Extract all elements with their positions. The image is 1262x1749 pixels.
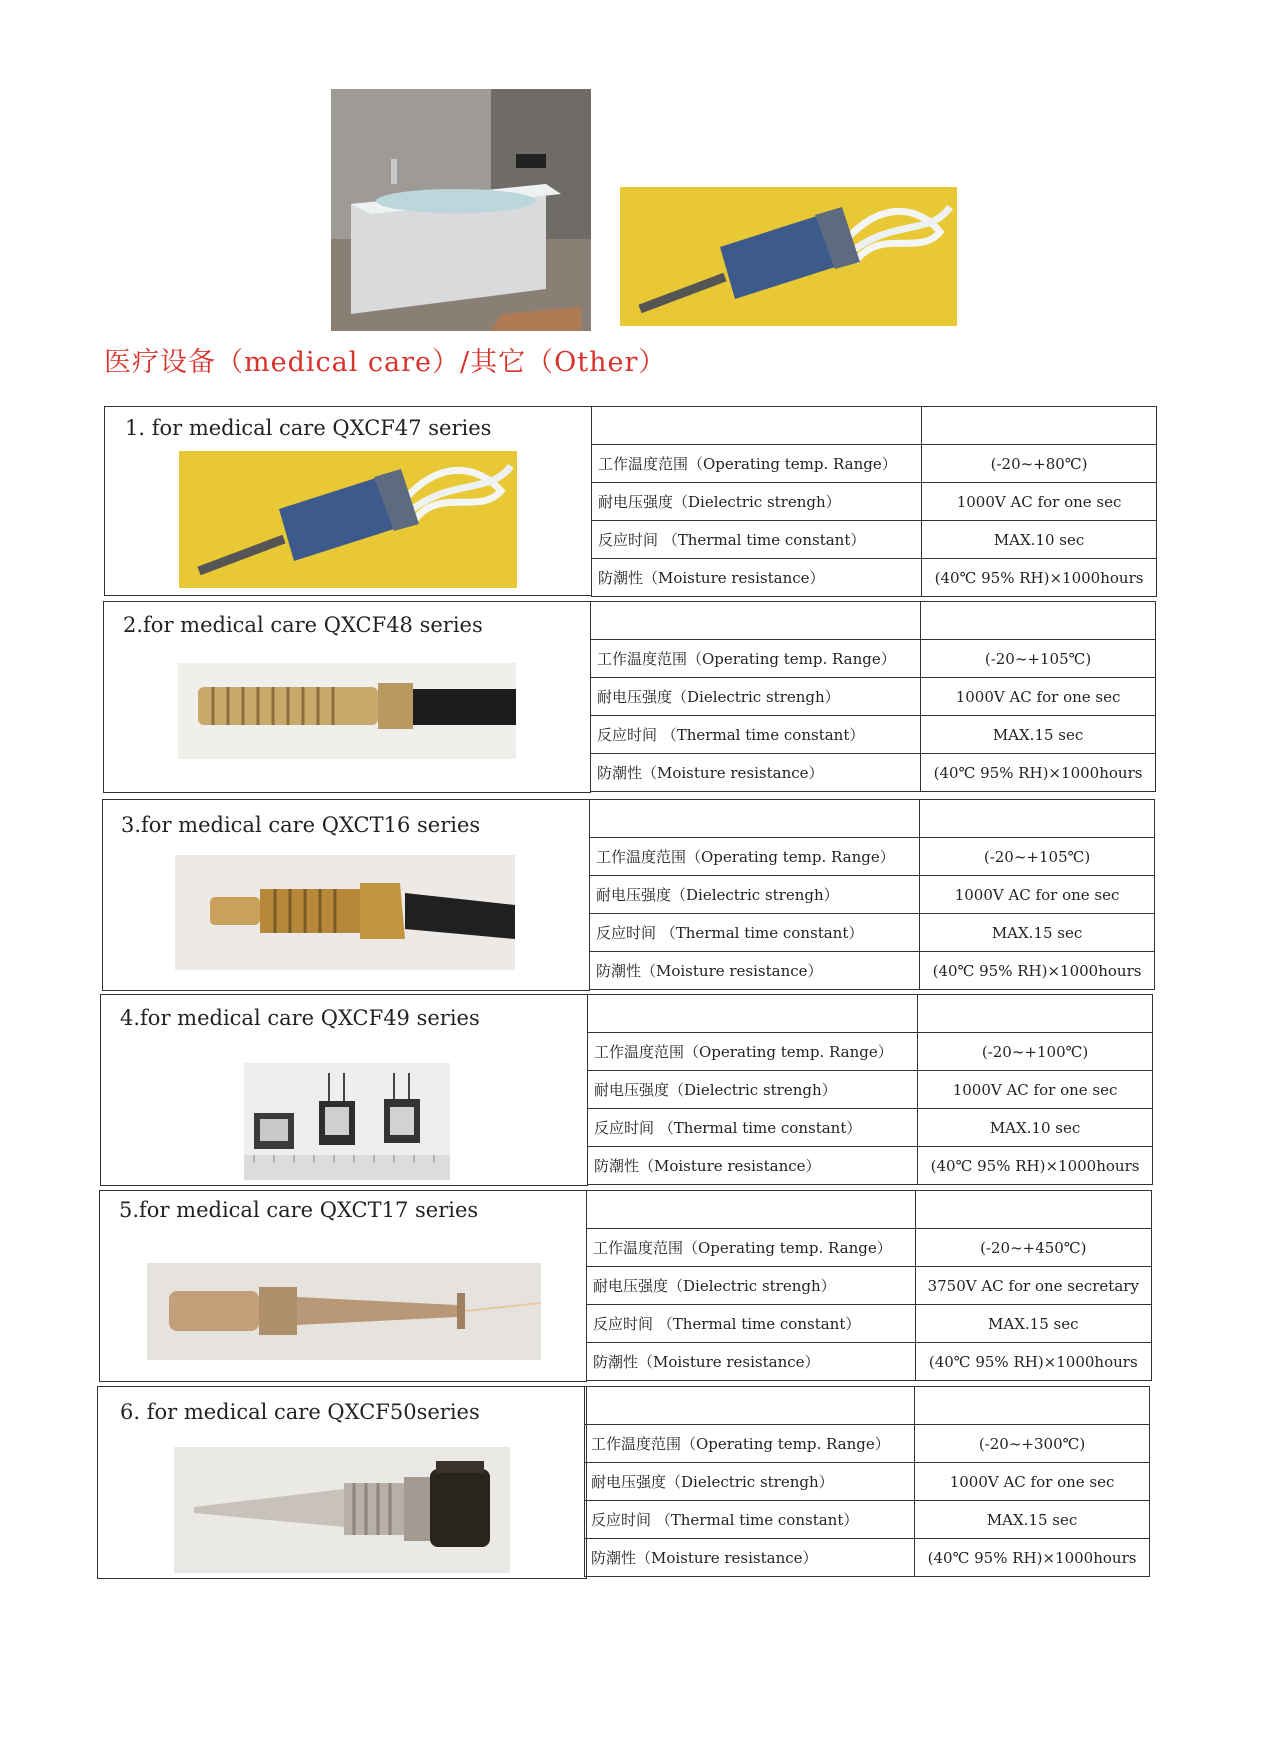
spec-label: 工作温度范围（Operating temp. Range） [590,838,920,876]
spec-value: MAX.15 sec [915,1305,1151,1343]
spec-value: (-20~+105℃) [921,640,1156,678]
spec-row [590,838,1155,876]
spec-label: 反应时间 （Thermal time constant） [587,1305,916,1343]
spec-value: 1000V AC for one sec [922,483,1157,521]
spec-row [590,876,1155,914]
spec-label: 反应时间 （Thermal time constant） [590,914,920,952]
spec-label: 防潮性（Moisture resistance） [588,1147,918,1185]
spec-label: 防潮性（Moisture resistance） [587,1343,916,1381]
product-image [175,855,515,970]
spec-label: 防潮性（Moisture resistance） [590,952,920,990]
spec-table-6 [584,1386,1150,1577]
product-block-6 [97,1386,587,1579]
section-heading: 医疗设备（medical care）/其它（Other） [104,347,667,378]
spec-header-row [585,1387,1150,1425]
spec-label: 反应时间 （Thermal time constant） [591,716,921,754]
spec-table-4 [587,994,1153,1185]
product-title: 3.for medical care QXCT16 series [121,813,481,837]
product-image [179,451,517,588]
spec-row [592,445,1157,483]
spec-row [590,952,1155,990]
spec-row [588,1147,1153,1185]
spec-row [591,640,1156,678]
spec-value: MAX.15 sec [921,716,1156,754]
spec-table-5 [586,1190,1152,1381]
spec-value: 1000V AC for one sec [918,1071,1153,1109]
product-block-3 [102,799,590,991]
spec-label: 反应时间 （Thermal time constant） [588,1109,918,1147]
spec-label: 工作温度范围（Operating temp. Range） [587,1229,916,1267]
spec-value: 1000V AC for one sec [920,876,1155,914]
spec-value: (-20~+105℃) [920,838,1155,876]
spec-value: (40℃ 95% RH)×1000hours [921,754,1156,792]
spec-label: 耐电压强度（Dielectric strengh） [592,483,922,521]
product-title: 4.for medical care QXCF49 series [120,1006,480,1030]
product-image [174,1447,510,1573]
product-block-1 [104,406,592,596]
spec-row [587,1267,1152,1305]
spec-value: 3750V AC for one secretary [915,1267,1151,1305]
product-image [178,663,516,759]
spec-header-row [587,1191,1152,1229]
spec-row [585,1501,1150,1539]
spec-label: 工作温度范围（Operating temp. Range） [588,1033,918,1071]
spec-value: (40℃ 95% RH)×1000hours [922,559,1157,597]
spec-header-row [588,995,1153,1033]
product-title: 2.for medical care QXCF48 series [123,613,483,637]
spec-label: 耐电压强度（Dielectric strengh） [591,678,921,716]
spec-value: (-20~+300℃) [915,1425,1150,1463]
spec-value: 1000V AC for one sec [915,1463,1150,1501]
spec-row [592,559,1157,597]
spec-value: (40℃ 95% RH)×1000hours [915,1539,1150,1577]
product-image [244,1063,450,1180]
spec-value: MAX.15 sec [920,914,1155,952]
spec-row [591,754,1156,792]
spec-row [588,1033,1153,1071]
spec-label: 工作温度范围（Operating temp. Range） [585,1425,915,1463]
spec-row [592,521,1157,559]
spec-value: (40℃ 95% RH)×1000hours [918,1147,1153,1185]
spec-row [585,1463,1150,1501]
spec-value: (40℃ 95% RH)×1000hours [920,952,1155,990]
spec-label: 工作温度范围（Operating temp. Range） [592,445,922,483]
spec-header-row [592,407,1157,445]
spec-label: 耐电压强度（Dielectric strengh） [585,1463,915,1501]
spec-row [591,716,1156,754]
spec-row [592,483,1157,521]
spec-value: MAX.10 sec [918,1109,1153,1147]
spec-label: 反应时间 （Thermal time constant） [592,521,922,559]
spec-label: 防潮性（Moisture resistance） [591,754,921,792]
spec-value: (-20~+80℃) [922,445,1157,483]
product-title: 6. for medical care QXCF50series [120,1400,480,1424]
spec-row [585,1539,1150,1577]
spec-table-1 [591,406,1157,597]
spec-value: MAX.15 sec [915,1501,1150,1539]
spec-table-2 [590,601,1156,792]
spec-label: 反应时间 （Thermal time constant） [585,1501,915,1539]
spec-row [587,1305,1152,1343]
bathtub-photo [331,89,591,331]
spec-value: MAX.10 sec [922,521,1157,559]
spec-header-row [590,800,1155,838]
spec-label: 耐电压强度（Dielectric strengh） [588,1071,918,1109]
product-block-4 [100,994,588,1186]
spec-label: 耐电压强度（Dielectric strengh） [590,876,920,914]
spec-row [587,1343,1152,1381]
spec-row [588,1071,1153,1109]
spec-label: 工作温度范围（Operating temp. Range） [591,640,921,678]
spec-value: (-20~+450℃) [915,1229,1151,1267]
product-title: 5.for medical care QXCT17 series [119,1198,479,1222]
spec-row [587,1229,1152,1267]
spec-label: 耐电压强度（Dielectric strengh） [587,1267,916,1305]
product-image [147,1263,541,1360]
spec-label: 防潮性（Moisture resistance） [585,1539,915,1577]
product-block-2 [103,601,591,793]
product-title: 1. for medical care QXCF47 series [125,416,492,440]
spec-value: (-20~+100℃) [918,1033,1153,1071]
spec-table-3 [589,799,1155,990]
spec-row [591,678,1156,716]
spec-label: 防潮性（Moisture resistance） [592,559,922,597]
spec-row [585,1425,1150,1463]
spec-row [590,914,1155,952]
spec-value: 1000V AC for one sec [921,678,1156,716]
sensor-photo [620,187,957,326]
spec-header-row [591,602,1156,640]
spec-row [588,1109,1153,1147]
spec-value: (40℃ 95% RH)×1000hours [915,1343,1151,1381]
product-block-5 [99,1190,587,1382]
